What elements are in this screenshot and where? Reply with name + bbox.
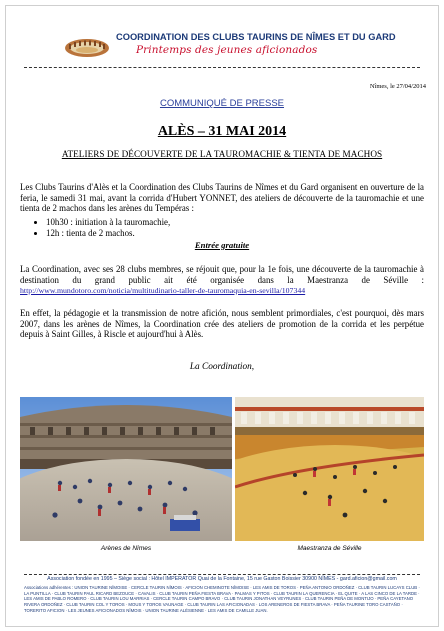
header-subtitle: Printemps des jeunes aficionados: [136, 44, 318, 56]
paragraph-seville-text: La Coordination, avec ses 28 clubs membres, se réjouit que, pour la 1e fois, une découverte de la tauromachie à destination du grand public ait été organisée dans la Maestranza de Séville :: [20, 264, 424, 285]
press-release-label: COMMUNIQUÉ DE PRESSE: [159, 98, 285, 109]
free-entry-note: Entrée gratuite: [194, 240, 250, 250]
paragraph-intro: Les Clubs Taurins d'Alès et la Coordination des Clubs Taurins de Nîmes et du Gard organisent en ouverture de la feria, le samedi 31 mai, avant la corrida d'Hubert YONNET, des ateliers de découverte de la tauromachie et une tienta de 2 machos dans les arènes du Tempéras :: [20, 182, 424, 213]
paragraph-seville: [20, 264, 424, 297]
photo-caption-nimes: Arènes de Nîmes: [100, 545, 152, 552]
signature: La Coordination,: [189, 362, 255, 372]
footer-divider: [24, 574, 420, 575]
schedule-list: [32, 217, 170, 239]
photo-caption-seville: Maestranza de Séville: [297, 545, 362, 552]
photo-maestranza-seville: [235, 397, 424, 541]
footer-member-clubs: Associations adhérentes : UNION TAURINE NÎMOISE · CERCLE TAURIN NÎMOIS · AFICION CHEMINOTE NÎMOISE · LES AMIS DE TOROS · PEÑA ANTONIO ORDOÑEZ · CLUB TAURIN LUCAYS CLUB · LA PUNTILLA · CLUB TAURIN PAUL RICARD BEZOUCE · CAVALIS · CLUB TAURIN PEÑA FIESTA BRAVA · PALMAS Y PITOS · CLUB TAURIN LA QUERENCIA · EL QUITE · A LAS CINCO DE LA TARDE · LES AMIS DE PABLO ROMERO · CLUB TAURIN LOU MARRIAS · CERCLE TAURIN CAMPO BRAVO · CLUB TAURIN JONATHAN VEYRUNES · CLUB TAURIN PEÑA DE MONTIJO · PEÑA CAYETANO RIVERA ORDOÑEZ · CLUB TAURIN COL Y TOROS · MOUS Y TOROS VAUNAGE · CLUB TAURIN LAS AFICIONADAS · LOS ARENEROS DE FIESTA BRAVA · PEÑA TAURINE TORO CASTAÑO · TORERITO AFICION · LES JEUNES AFICIONADOS NÎMOIS · UNION TAURINE ALÉSIENNE · LES AMIS DE CAMILLE JUAN.: [24, 585, 420, 613]
photo-arenes-nimes: [20, 397, 232, 541]
arena-logo: [63, 36, 111, 58]
footer-association: Association fondée en 1995 – Siège social : Hôtel IMPERATOR Quai de la Fontaine, 15 rue Gaston Boissier 30900 NÎMES - gard.aficion@gmail.com: [47, 576, 397, 582]
document-title: ALÈS – 31 MAI 2014: [157, 124, 287, 139]
list-item: • 10h30 : initiation à la tauromachie,: [46, 217, 170, 228]
date-line: Nîmes, le 27/04/2014: [369, 83, 426, 90]
paragraph-pedagogy: En effet, la pédagogie et la transmission de notre afición, nous semblent primordiales, c'est pourquoi, dès mars 2007, dans les arènes de Nîmes, la Coordination crée des ateliers de promotion de la corrida et les perpétue depuis à Saint Gilles, à Riscle et aujourd'hui à Alès.: [20, 308, 424, 339]
list-item: • 12h : tienta de 2 machos.: [46, 228, 170, 239]
document-subtitle: ATELIERS DE DÉCOUVERTE DE LA TAUROMACHIE & TIENTA DE MACHOS: [61, 149, 383, 159]
organization-name: COORDINATION DES CLUBS TAURINS DE NÎMES ET DU GARD: [116, 32, 396, 42]
header-divider: [24, 67, 420, 68]
mundotoro-link[interactable]: http://www.mundotoro.com/noticia/multitudinario-taller-de-tauromaquia-en-sevilla/107344: [20, 286, 306, 295]
